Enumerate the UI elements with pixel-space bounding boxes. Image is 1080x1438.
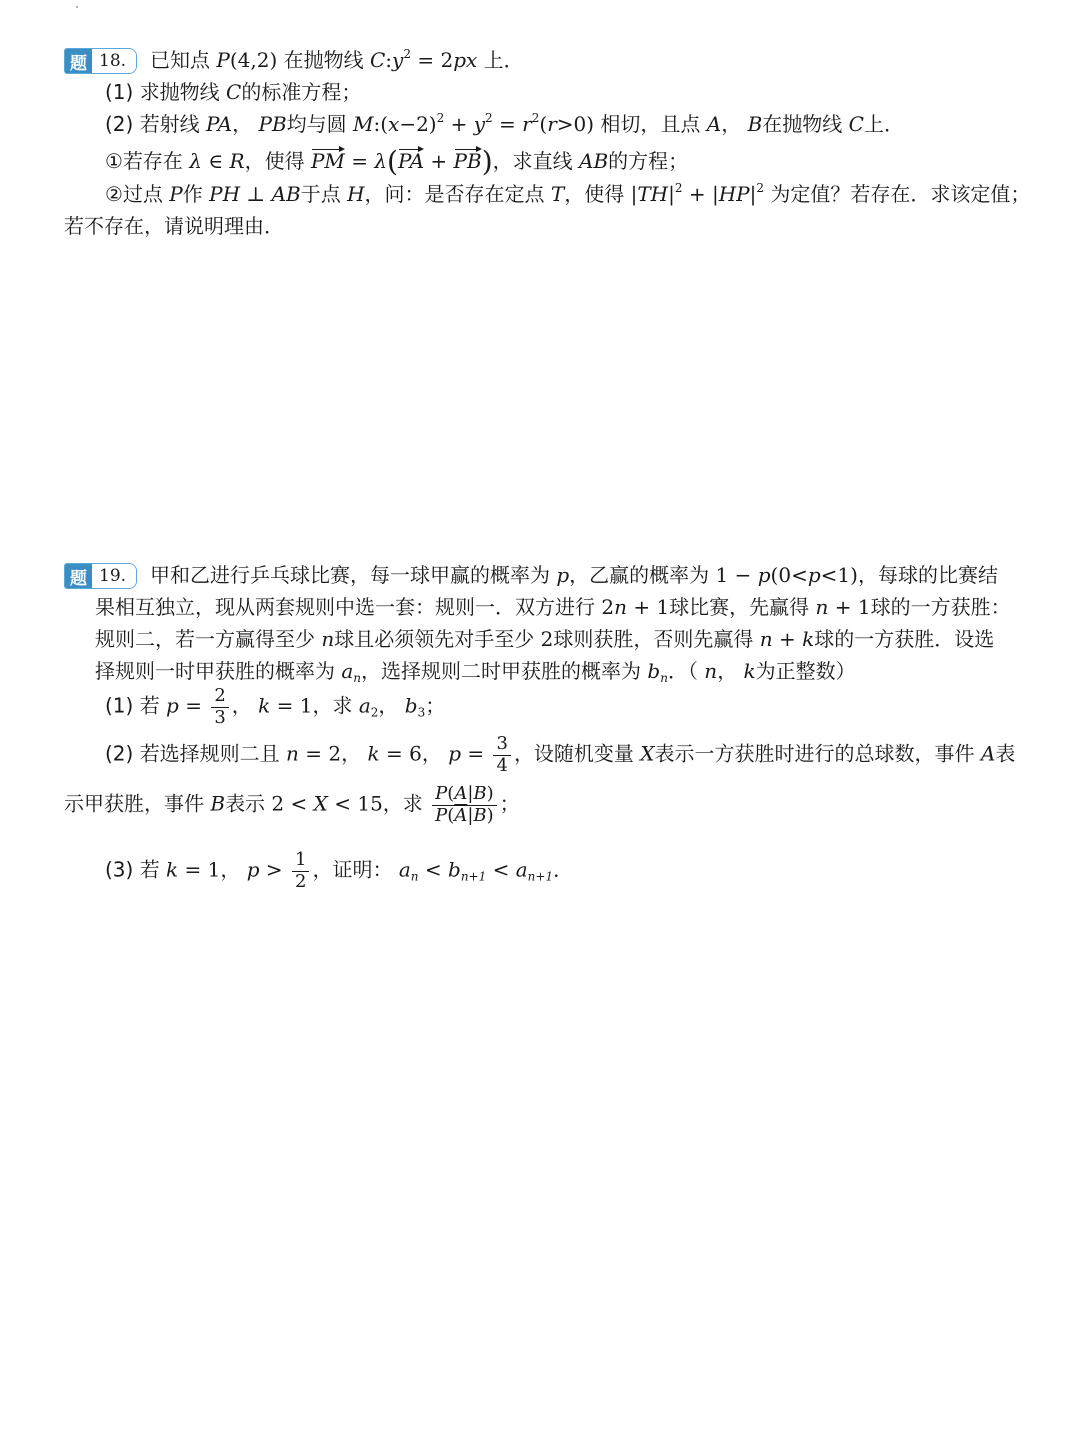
q18-stem: 已知点 P(4,2) 在抛物线 $C:y^2 = 2px$ 上． [150, 47, 524, 72]
text: 上． [483, 48, 524, 72]
q19-part-3: (3) 若 k = 1， p > $\frac{1}{2}$ ，证明： $a_n < b_{n+1} < a_{n+1}$． [105, 849, 574, 892]
text: 的标准方程； [241, 80, 362, 104]
text: 均与圆 [286, 112, 347, 136]
text: ，每球的比赛结 [857, 563, 998, 587]
text: (2) 若射线 [105, 112, 200, 136]
q19-part-2-cont: 示甲获胜，事件 B表示 2 < X < 15，求 $\frac{P(A|B)}{P(\overline{A}|B)}$ ； [64, 783, 520, 826]
q19-stem-line-3: 规则二，若一方赢得至少 n球且必须领先对手至少 2球则获胜，否则先赢得 n + k球的一方获胜．设选 [95, 627, 995, 651]
question-badge-tag: 题 [65, 564, 92, 588]
text: ①若存在 [105, 149, 183, 173]
text: 择规则一时甲获胜的概率为 [95, 659, 335, 683]
text: 的方程； [608, 149, 689, 173]
q19-stem-line-1: 甲和乙进行乒乓球比赛，每一球甲赢的概率为 p，乙赢的概率为 1 − p(0<p<1)，每球的比赛结 [150, 563, 998, 587]
text: 表 [995, 741, 1016, 766]
question-badge-tag: 题 [65, 49, 92, 73]
text: ，选择规则二时甲获胜的概率为 [361, 659, 642, 683]
text: 示甲获胜，事件 [64, 791, 204, 816]
text: 球的一方获胜： [870, 595, 1011, 619]
text: 上． [863, 112, 904, 136]
text: 相切，且点 [600, 112, 701, 136]
text: ， [721, 112, 742, 136]
q19-part-2: (2) 若选择规则二且 n = 2， k = 6， p = $\frac{3}{4}$ ，设随机变量 X表示一方获胜时进行的总球数，事件 A表 [105, 733, 1016, 776]
text: 表示一方获胜时进行的总球数，事件 [654, 741, 975, 766]
question-number: 19. [92, 564, 136, 588]
text: 已知点 [150, 48, 210, 72]
text: (1) 求抛物线 [105, 80, 220, 104]
text: ，问：是否存在定点 [364, 182, 545, 206]
text: 甲和乙进行乒乓球比赛，每一球甲赢的概率为 [150, 563, 550, 587]
q18-part-2: (2) 若射线 PA， PB均与圆 $M:(x-2)^2 + y^2 = r^2(r>0)$ 相切，且点 A， B在抛物线 C上． [105, 111, 904, 136]
text: 若不存在，请说明理由． [64, 214, 284, 238]
text: 球且必须领先对手至少 [334, 627, 535, 651]
text: 在抛物线 [283, 48, 364, 72]
text: ．（ [667, 659, 698, 683]
text: ； [425, 693, 446, 718]
text: 球的一方获胜．设选 [814, 627, 995, 651]
q18-subpart-2-cont [64, 216, 284, 236]
text: 作 [182, 182, 203, 206]
text: (3) 若 [105, 857, 160, 882]
text: ，求直线 [492, 149, 573, 173]
text: ， [220, 857, 241, 882]
text: 为正整数） [755, 659, 856, 683]
text: ，使得 [244, 149, 305, 173]
question-19-badge [64, 563, 137, 589]
q19-stem-line-4: 择规则一时甲获胜的概率为 $a_n$，选择规则二时甲获胜的概率为 $b_n$．（ n， k为正整数） [95, 659, 856, 685]
text: 于点 [300, 182, 341, 206]
question-18-badge [64, 48, 137, 74]
text: ， [717, 659, 738, 683]
text: ，设随机变量 [513, 741, 634, 766]
question-number: 18. [92, 49, 136, 73]
q18-subpart-1: ①若存在 λ ∈ R，使得 PM = λ(PA + PB)，求直线 AB的方程； [105, 145, 689, 178]
text: ，求 [312, 693, 353, 718]
text: ， [231, 693, 252, 718]
scan-speck [76, 6, 78, 8]
q19-stem-line-2: 果相互独立，现从两套规则中选一套：规则一．双方进行 2n + 1球比赛，先赢得 n + 1球的一方获胜： [95, 595, 1011, 619]
text: ②过点 [105, 182, 163, 206]
text: ． [553, 857, 574, 882]
text: (2) 若选择规则二且 [105, 741, 280, 766]
text: ，使得 [564, 182, 625, 206]
text: ，求 [382, 791, 423, 816]
text: ，乙赢的概率为 [569, 563, 710, 587]
text: (1) 若 [105, 693, 160, 718]
text: ， [421, 741, 442, 766]
text: ； [499, 791, 520, 816]
q19-part-1: (1) 若 p = $\frac{2}{3}$ ， k = 1，求 $a_2$， $b_3$； [105, 685, 446, 728]
text: 球比赛，先赢得 [669, 595, 810, 619]
text: 在抛物线 [762, 112, 843, 136]
text: 球则获胜，否则先赢得 [553, 627, 754, 651]
text: ， [341, 741, 362, 766]
text: ， [232, 112, 253, 136]
text: ，证明： [312, 857, 393, 882]
q18-subpart-2: ②过点 P作 PH ⊥ AB于点 H，问：是否存在定点 T，使得 $|TH|^2 + |HP|^2$ 为定值？若存在．求该定值； [105, 181, 1031, 206]
text: 表示 [225, 791, 266, 816]
q18-part-1: (1) 求抛物线 C的标准方程； [105, 80, 362, 104]
text: 规则二，若一方赢得至少 [95, 627, 315, 651]
text: 果相互独立，现从两套规则中选一套：规则一．双方进行 [95, 595, 595, 619]
text: 为定值？若存在．求该定值； [770, 182, 1031, 206]
text: ， [378, 693, 399, 718]
